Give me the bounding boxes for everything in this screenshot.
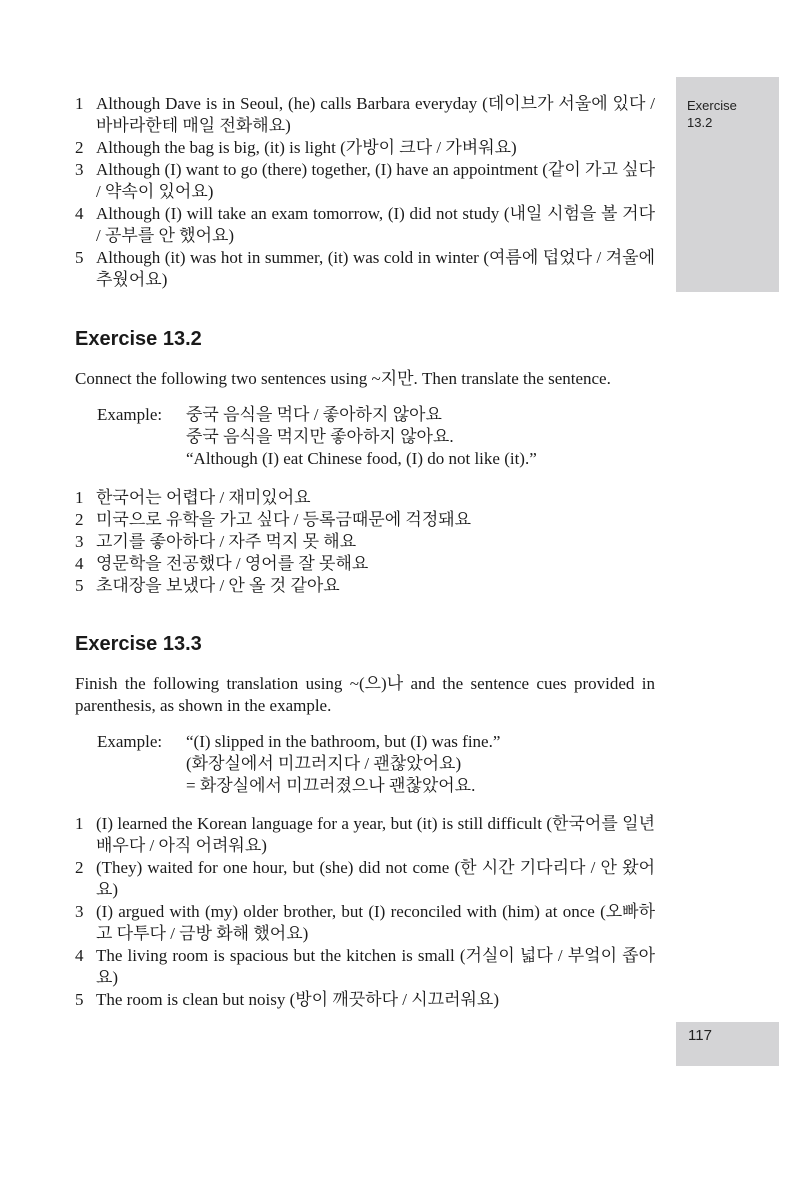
item-number: 5 (75, 990, 84, 1009)
item-number: 5 (75, 248, 84, 267)
sidebar-exercise-label: Exercise (687, 98, 737, 113)
item-number: 2 (75, 510, 84, 529)
list-item (75, 575, 655, 597)
previous-answers-list (75, 93, 655, 291)
item-number: 4 (75, 554, 84, 573)
item-text: 영문학을 전공했다 / 영어를 잘 못해요 (96, 554, 369, 573)
item-text: 미국으로 유학을 가고 싶다 / 등록금때문에 걱정돼요 (96, 510, 472, 529)
item-number: 4 (75, 946, 84, 965)
example-line: 중국 음식을 먹지만 좋아하지 않아요. (186, 427, 454, 446)
item-text: Although (I) want to go (there) together, (I) have an appointment (같이 가고 싶다 / 약속이 있어요) (96, 160, 655, 201)
example-label: Example: (97, 732, 163, 751)
page-number: 117 (688, 1027, 712, 1044)
example-line: = 화장실에서 미끄러졌으나 괜찮았어요. (186, 776, 476, 795)
item-text: 초대장을 보냈다 / 안 올 것 같아요 (96, 576, 340, 595)
list-item (75, 901, 655, 945)
item-number: 3 (75, 902, 84, 921)
example-label: Example: (97, 405, 163, 424)
exercise-13-2-instruction: Connect the following two sentences using ~지만. Then translate the sentence. (75, 369, 611, 388)
exercise-13-3-items (75, 813, 655, 1011)
list-item (75, 509, 655, 531)
item-number: 4 (75, 204, 84, 223)
list-item (75, 989, 655, 1011)
item-text: (I) argued with (my) older brother, but (I) reconciled with (him) at once (오빠하고 다투다 / 금방 화해 했어요) (96, 902, 655, 943)
item-number: 5 (75, 576, 84, 595)
item-text: (I) learned the Korean language for a year, but (it) is still difficult (한국어를 일년 배우다 / 아직 어려워요) (96, 814, 655, 855)
list-item (75, 857, 655, 901)
page-number-tab (676, 1022, 779, 1066)
exercise-13-3-example (97, 731, 655, 797)
item-number: 3 (75, 160, 84, 179)
item-text: 고기를 좋아하다 / 자주 먹지 못 해요 (96, 532, 357, 551)
item-text: The living room is spacious but the kitchen is small (거실이 넓다 / 부엌이 좁아요) (96, 946, 655, 987)
example-line: (화장실에서 미끄러지다 / 괜찮았어요) (186, 754, 462, 773)
list-item (75, 531, 655, 553)
list-item (75, 247, 655, 291)
list-item (75, 487, 655, 509)
item-number: 1 (75, 94, 84, 113)
page-content (75, 93, 655, 1011)
example-line: “(I) slipped in the bathroom, but (I) was fine.” (186, 732, 501, 751)
exercise-13-2-example (97, 404, 655, 470)
item-number: 2 (75, 858, 84, 877)
item-text: Although Dave is in Seoul, (he) calls Barbara everyday (데이브가 서울에 있다 / 바바라한테 매일 전화해요) (96, 94, 655, 135)
example-line: “Although (I) eat Chinese food, (I) do not like (it).” (186, 449, 537, 468)
list-item (75, 159, 655, 203)
list-item (75, 553, 655, 575)
item-text: 한국어는 어렵다 / 재미있어요 (96, 488, 311, 507)
exercise-13-3-instruction: Finish the following translation using ~(으)나 and the sentence cues provided in parenthesis, as shown in the example. (75, 674, 655, 715)
item-text: The room is clean but noisy (방이 깨끗하다 / 시끄러워요) (96, 990, 500, 1009)
item-number: 1 (75, 488, 84, 507)
exercise-13-2-heading: Exercise 13.2 (75, 328, 202, 350)
item-text: (They) waited for one hour, but (she) did not come (한 시간 기다리다 / 안 왔어요) (96, 858, 655, 899)
list-item (75, 945, 655, 989)
list-item (75, 93, 655, 137)
item-text: Although (it) was hot in summer, (it) was cold in winter (여름에 덥었다 / 겨울에 추웠어요) (96, 248, 655, 289)
item-number: 1 (75, 814, 84, 833)
list-item (75, 813, 655, 857)
sidebar-exercise-tab (676, 77, 779, 292)
example-line: 중국 음식을 먹다 / 좋아하지 않아요 (186, 405, 442, 424)
item-number: 2 (75, 138, 84, 157)
exercise-13-3-heading: Exercise 13.3 (75, 633, 202, 655)
list-item (75, 203, 655, 247)
exercise-13-2-items (75, 487, 655, 597)
sidebar-exercise-number: 13.2 (687, 115, 713, 130)
item-text: Although the bag is big, (it) is light (가방이 크다 / 가벼워요) (96, 138, 517, 157)
item-number: 3 (75, 532, 84, 551)
item-text: Although (I) will take an exam tomorrow, (I) did not study (내일 시험을 볼 거다 / 공부를 안 했어요) (96, 204, 655, 245)
list-item (75, 137, 655, 159)
